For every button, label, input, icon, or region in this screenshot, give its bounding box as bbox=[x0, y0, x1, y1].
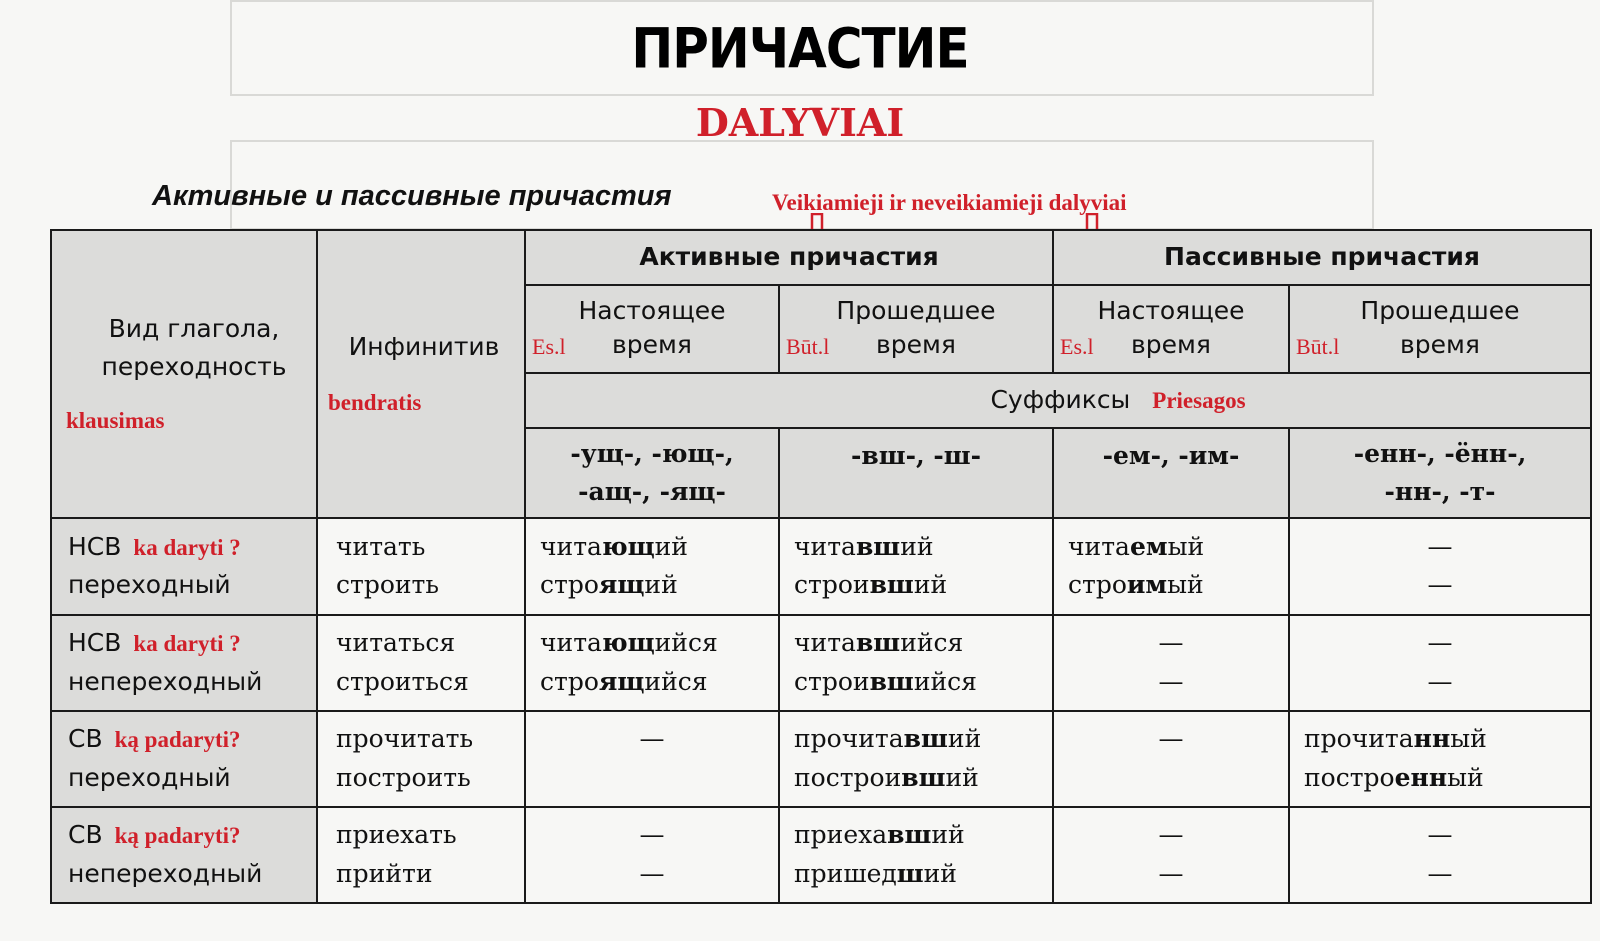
row-aspect: СВ bbox=[68, 724, 103, 754]
word-stem: прочита bbox=[794, 724, 904, 754]
row-verb-type bbox=[51, 518, 317, 614]
empty-dash: — bbox=[639, 820, 665, 850]
cell-active-past bbox=[779, 711, 1053, 807]
header-suffixes-label: Суффиксы bbox=[990, 385, 1131, 415]
word-suffix: ем bbox=[1129, 531, 1168, 561]
row-transitivity: переходный bbox=[68, 762, 231, 792]
empty-dash: — bbox=[1158, 858, 1184, 888]
empty-dash: — bbox=[1427, 666, 1453, 696]
word-stem: чита bbox=[540, 627, 602, 657]
participle-word bbox=[794, 566, 1042, 605]
header-active-participles: Активные причастия bbox=[525, 230, 1053, 285]
word-stem: чита bbox=[794, 627, 856, 657]
infinitive-word: приехать bbox=[336, 820, 457, 850]
word-ending: ий bbox=[947, 724, 982, 754]
empty-dash: — bbox=[1158, 723, 1184, 753]
word-ending: ый bbox=[1167, 570, 1204, 600]
page-subtitle: DALYVIAI bbox=[695, 100, 905, 145]
infinitive-word: построить bbox=[336, 762, 471, 792]
word-suffix: вш bbox=[869, 570, 914, 600]
participle-word bbox=[540, 566, 768, 605]
table-body bbox=[51, 518, 1591, 903]
word-stem: чита bbox=[1068, 531, 1130, 561]
section-note: Veikiamieji ir neveikiamieji dalyviai bbox=[772, 190, 1127, 215]
suffix-active-present bbox=[525, 428, 779, 518]
row-transitivity: переходный bbox=[68, 570, 231, 600]
suffix-passive-past bbox=[1289, 428, 1591, 518]
word-ending: ий bbox=[644, 570, 678, 600]
header-verb-type bbox=[51, 230, 317, 518]
empty-dash: — bbox=[1158, 666, 1184, 696]
page-title: ПРИЧАСТИЕ bbox=[631, 17, 969, 81]
row-infinitives bbox=[317, 518, 525, 614]
word-ending: ый bbox=[1167, 531, 1205, 561]
word-ending: ий bbox=[913, 570, 948, 600]
row-infinitives bbox=[317, 711, 525, 807]
participle-word bbox=[794, 624, 1042, 663]
word-suffix: вш bbox=[887, 820, 932, 850]
suffix-line: -ащ-, -ящ- bbox=[578, 477, 726, 507]
row-aspect: СВ bbox=[68, 820, 103, 850]
cell-passive-past bbox=[1289, 807, 1591, 903]
cell-passive-past bbox=[1289, 615, 1591, 711]
header-active-past-note: Būt.l bbox=[786, 334, 830, 360]
cell-passive-present bbox=[1053, 518, 1289, 614]
header-verb-type-label: Вид глагола, переходность bbox=[101, 313, 287, 382]
word-suffix: ющ bbox=[601, 627, 655, 657]
row-verb-type bbox=[51, 711, 317, 807]
word-suffix: вш bbox=[855, 627, 901, 657]
word-suffix: им bbox=[1126, 570, 1168, 600]
infinitive-word: прийти bbox=[336, 858, 433, 888]
infinitive-word: строиться bbox=[336, 666, 469, 696]
participle-word bbox=[794, 663, 1042, 702]
row-verb-type bbox=[51, 615, 317, 711]
participle-word bbox=[794, 759, 1042, 798]
row-transitivity: непереходный bbox=[68, 858, 263, 888]
section-heading: Активные и пассивные причастия bbox=[152, 180, 672, 212]
row-question: ka daryti ? bbox=[133, 630, 241, 656]
cell-active-past bbox=[779, 807, 1053, 903]
row-aspect: НСВ bbox=[68, 627, 122, 657]
word-ending: ий bbox=[945, 762, 979, 792]
suffix-passive-present bbox=[1053, 428, 1289, 518]
suffix-line: -ущ-, -ющ-, bbox=[570, 438, 734, 468]
header-active-past bbox=[779, 285, 1053, 373]
header-passive-present-label: Настоящее время bbox=[1097, 295, 1245, 359]
word-stem: прочита bbox=[1304, 724, 1414, 754]
word-suffix: ящ bbox=[598, 666, 645, 696]
participle-word bbox=[540, 663, 768, 702]
word-suffix: вш bbox=[901, 762, 946, 792]
header-verb-type-note: klausimas bbox=[66, 408, 165, 434]
table-row bbox=[51, 615, 1591, 711]
word-ending: ий bbox=[931, 820, 965, 850]
word-suffix: ш bbox=[896, 858, 924, 888]
header-active-present bbox=[525, 285, 779, 373]
cell-active-present bbox=[525, 518, 779, 614]
row-infinitives bbox=[317, 615, 525, 711]
word-stem: чита bbox=[794, 531, 856, 561]
cell-active-past bbox=[779, 615, 1053, 711]
infinitive-word: читаться bbox=[336, 627, 456, 657]
word-suffix: вш bbox=[903, 724, 948, 754]
cell-passive-present bbox=[1053, 711, 1289, 807]
empty-dash: — bbox=[639, 858, 665, 888]
word-ending: ийся bbox=[900, 627, 964, 657]
empty-dash: — bbox=[1158, 627, 1184, 657]
participle-word bbox=[794, 816, 1042, 855]
participle-table bbox=[50, 229, 1592, 904]
word-stem: построи bbox=[794, 762, 902, 792]
cell-active-past bbox=[779, 518, 1053, 614]
header-passive-present-note: Es.l bbox=[1060, 334, 1094, 360]
empty-dash: — bbox=[1427, 820, 1453, 850]
row-question: ką padaryti? bbox=[114, 823, 241, 849]
participle-word bbox=[540, 528, 768, 567]
suffix-line: -енн-, -ённ-, bbox=[1353, 438, 1527, 468]
header-suffixes bbox=[525, 373, 1591, 428]
word-stem: пришед bbox=[794, 858, 897, 888]
suffix-active-past bbox=[779, 428, 1053, 518]
word-suffix: вш bbox=[855, 531, 901, 561]
cell-passive-past bbox=[1289, 518, 1591, 614]
participle-word bbox=[794, 855, 1042, 894]
table-row bbox=[51, 518, 1591, 614]
header-suffixes-note: Priesagos bbox=[1152, 388, 1246, 414]
word-suffix: вш bbox=[869, 666, 914, 696]
empty-dash: — bbox=[1427, 858, 1453, 888]
infinitive-word: прочитать bbox=[336, 724, 474, 754]
cell-passive-past bbox=[1289, 711, 1591, 807]
infinitive-word: читать bbox=[336, 531, 426, 561]
participle-word bbox=[1304, 720, 1580, 759]
cell-active-present bbox=[525, 807, 779, 903]
row-aspect: НСВ bbox=[68, 531, 122, 561]
word-stem: приеха bbox=[794, 820, 888, 850]
header-passive-participles: Пассивные причастия bbox=[1053, 230, 1591, 285]
suffix-line: -ем-, -им- bbox=[1102, 441, 1240, 471]
word-stem: строи bbox=[794, 666, 870, 696]
table-row bbox=[51, 711, 1591, 807]
row-question: ka daryti ? bbox=[133, 534, 241, 560]
word-ending: ий bbox=[923, 858, 957, 888]
participle-word bbox=[1068, 566, 1278, 605]
word-ending: ийся bbox=[654, 627, 718, 657]
header-active-present-label: Настоящее время bbox=[578, 295, 726, 359]
header-passive-present bbox=[1053, 285, 1289, 373]
word-suffix: нн bbox=[1413, 724, 1451, 754]
cell-active-present bbox=[525, 615, 779, 711]
header-passive-past-note: Būt.l bbox=[1296, 334, 1340, 360]
table-row bbox=[51, 807, 1591, 903]
word-suffix: енн bbox=[1394, 762, 1448, 792]
cell-active-present bbox=[525, 711, 779, 807]
row-verb-type bbox=[51, 807, 317, 903]
word-ending: ый bbox=[1447, 762, 1484, 792]
header-infinitive-label: Инфинитив bbox=[348, 332, 500, 362]
empty-dash: — bbox=[1427, 627, 1453, 657]
suffix-line: -нн-, -т- bbox=[1384, 477, 1496, 507]
word-stem: стро bbox=[540, 666, 599, 696]
header-active-present-note: Es.l bbox=[532, 334, 566, 360]
word-ending: ий bbox=[900, 531, 934, 561]
cell-passive-present bbox=[1053, 807, 1289, 903]
header-infinitive-note: bendratis bbox=[328, 389, 422, 415]
word-stem: чита bbox=[540, 531, 602, 561]
word-suffix: ящ bbox=[598, 570, 645, 600]
word-stem: постро bbox=[1304, 762, 1395, 792]
header-infinitive bbox=[317, 230, 525, 518]
word-ending: ийся bbox=[913, 666, 977, 696]
empty-dash: — bbox=[1427, 531, 1453, 561]
header-passive-past-label: Прошедшее время bbox=[1360, 295, 1520, 359]
row-question: ką padaryti? bbox=[114, 727, 241, 753]
participle-word bbox=[794, 528, 1042, 567]
empty-dash: — bbox=[639, 723, 665, 753]
empty-dash: — bbox=[1427, 570, 1453, 600]
header-active-past-label: Прошедшее время bbox=[836, 295, 996, 359]
empty-dash: — bbox=[1158, 820, 1184, 850]
word-suffix: ющ bbox=[601, 531, 655, 561]
participle-word bbox=[1068, 528, 1278, 567]
participle-word bbox=[794, 720, 1042, 759]
word-ending: ий bbox=[654, 531, 688, 561]
infinitive-word: строить bbox=[336, 570, 439, 600]
row-transitivity: непереходный bbox=[68, 666, 263, 696]
cell-passive-present bbox=[1053, 615, 1289, 711]
word-stem: строи bbox=[794, 570, 870, 600]
participle-word bbox=[1304, 759, 1580, 798]
row-infinitives bbox=[317, 807, 525, 903]
word-stem: стро bbox=[540, 570, 599, 600]
word-ending: ийся bbox=[644, 666, 708, 696]
suffix-line: -вш-, -ш- bbox=[850, 441, 982, 471]
word-stem: стро bbox=[1068, 570, 1127, 600]
header-passive-past bbox=[1289, 285, 1591, 373]
participle-word bbox=[540, 624, 768, 663]
word-ending: ый bbox=[1450, 724, 1487, 754]
